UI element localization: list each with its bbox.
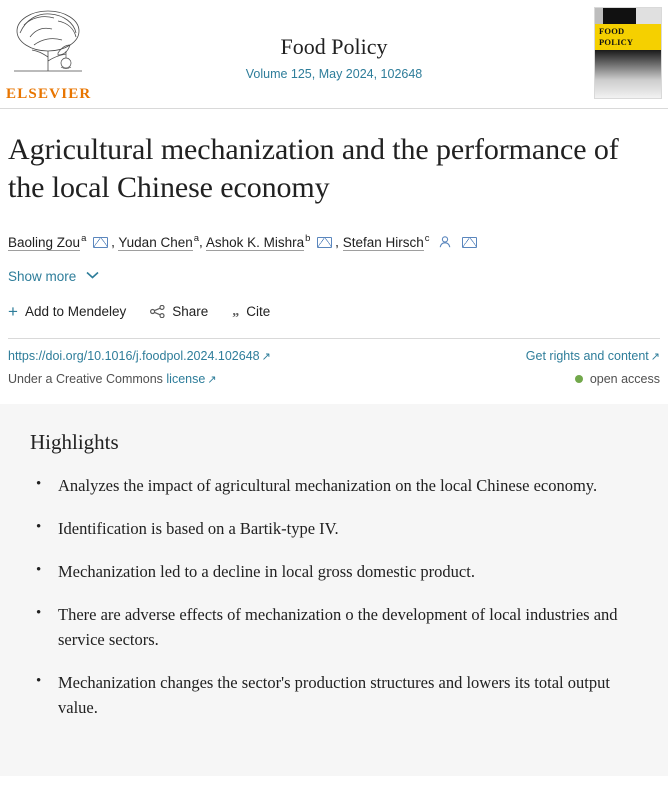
list-item: • Analyzes the impact of agricultural mechanization on the local Chinese economy.	[30, 473, 638, 498]
header-divider	[0, 108, 668, 109]
doi-link[interactable]	[8, 349, 271, 363]
list-item: • Identification is based on a Bartik-type IV.	[30, 516, 638, 541]
plus-icon: +	[8, 301, 18, 321]
journal-header	[0, 0, 668, 108]
journal-volume-meta[interactable]: Volume 125, May 2024, 102648	[245, 67, 423, 81]
license-row	[8, 372, 660, 386]
open-access-dot-icon	[575, 375, 583, 383]
quote-icon: „	[232, 303, 240, 319]
license-text	[8, 372, 217, 386]
article-action-bar	[8, 301, 660, 321]
email-icon[interactable]	[93, 237, 108, 248]
author-affiliation-marker[interactable]: a	[81, 233, 87, 244]
highlights-section	[0, 404, 668, 776]
show-more-label: Show more	[8, 268, 77, 284]
cover-photo	[595, 50, 661, 98]
journal-info	[6, 8, 662, 81]
get-rights-and-content-link[interactable]	[526, 349, 660, 363]
list-item: • There are adverse effects of mechanization o the development of local industries and service sectors.	[30, 602, 638, 652]
journal-title[interactable]: Food Policy	[280, 34, 388, 59]
rights-text: Get rights and content	[525, 348, 649, 363]
page-title: Agricultural mechanization and the performance of the local Chinese economy	[8, 133, 619, 204]
cover-top-bar	[595, 8, 661, 24]
external-link-icon: ↗	[207, 373, 217, 386]
elsevier-logo[interactable]	[6, 6, 90, 103]
open-access-label: open access	[589, 371, 660, 386]
external-link-icon: ↗	[650, 350, 660, 363]
email-icon[interactable]	[317, 237, 332, 248]
open-access-badge	[575, 372, 660, 386]
external-link-icon: ↗	[261, 350, 271, 363]
add-to-mendeley-label: Add to Mendeley	[24, 304, 127, 319]
cover-title-line2: POLICY	[599, 37, 634, 47]
cover-title-line1: FOOD	[599, 26, 625, 36]
author-entry	[8, 235, 86, 250]
show-more-authors-button[interactable]	[8, 269, 660, 284]
license-prefix: Under a Creative Commons	[8, 371, 163, 386]
doi-row	[8, 338, 660, 363]
share-button[interactable]	[150, 304, 208, 319]
author-name[interactable]: Ashok K. Mishra	[205, 234, 305, 250]
share-label: Share	[172, 304, 209, 319]
doi-text: https://doi.org/10.1016/j.foodpol.2024.102648	[8, 348, 260, 363]
highlights-heading: Highlights	[30, 429, 119, 454]
license-link[interactable]	[166, 372, 216, 386]
author-entry	[343, 235, 430, 250]
author-list	[8, 229, 660, 253]
elsevier-tree-icon	[7, 6, 89, 80]
author-entry	[206, 235, 311, 250]
list-item: • Mechanization led to a decline in local gross domestic product.	[30, 559, 638, 584]
journal-cover-image[interactable]	[594, 7, 662, 99]
author-separator: ,	[199, 234, 203, 250]
highlights-list	[30, 473, 638, 720]
chevron-down-icon	[86, 271, 99, 279]
author-separator: ,	[111, 234, 115, 250]
author-name[interactable]: Stefan Hirsch	[342, 234, 424, 250]
author-profile-icon[interactable]	[438, 235, 452, 249]
author-separator: ,	[335, 234, 339, 250]
license-link-text: license	[166, 371, 206, 386]
author-name[interactable]: Baoling Zou	[8, 234, 81, 250]
elsevier-wordmark: ELSEVIER	[6, 86, 92, 102]
add-to-mendeley-button[interactable]	[8, 301, 127, 321]
email-icon[interactable]	[462, 237, 477, 248]
cite-button[interactable]	[232, 304, 270, 320]
author-name[interactable]: Yudan Chen	[118, 234, 193, 250]
list-item: • Mechanization changes the sector's production structures and lowers its total output value.	[30, 670, 638, 720]
author-affiliation-marker[interactable]: b	[305, 233, 311, 244]
author-affiliation-marker[interactable]: a	[193, 233, 200, 244]
author-affiliation-marker[interactable]: c	[424, 233, 430, 244]
cover-title-band	[595, 24, 661, 50]
share-icon	[150, 305, 165, 318]
cite-label: Cite	[246, 304, 271, 319]
article-main	[0, 131, 668, 386]
author-entry	[118, 235, 199, 250]
